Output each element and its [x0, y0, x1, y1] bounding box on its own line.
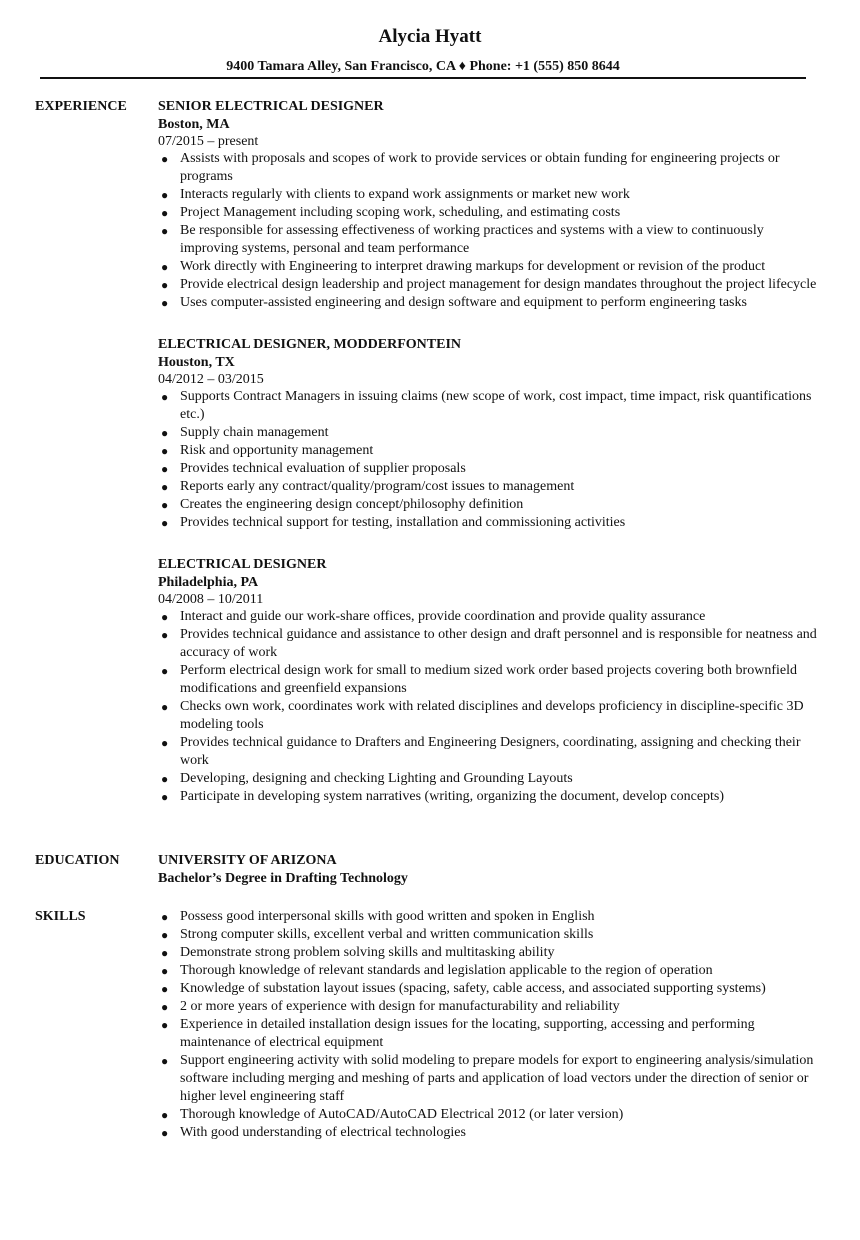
responsibility-item-text: Interact and guide our work-share offices, provide coordination and provide quality assurance	[180, 609, 706, 624]
skill-item-text: Support engineering activity with solid modeling to prepare models for export to engineering analysis/simulation software including merging and meshing of parts and application of load vectors under the direction of senior or higher level engineering staff	[180, 1053, 814, 1104]
bullet-icon: ●	[161, 426, 169, 440]
job-title: ELECTRICAL DESIGNER	[158, 557, 327, 572]
education-heading: EDUCATION	[35, 853, 120, 868]
responsibility-item-text: Reports early any contract/quality/program/cost issues to management	[180, 479, 575, 494]
job-location: Boston, MA	[158, 117, 230, 132]
responsibility-item	[158, 514, 818, 532]
job-entry	[158, 336, 818, 532]
job-location: Philadelphia, PA	[158, 575, 259, 590]
responsibility-item-text: Provides technical evaluation of supplier proposals	[180, 461, 466, 476]
responsibility-item	[158, 204, 818, 222]
responsibility-item-text: Risk and opportunity management	[180, 443, 374, 458]
bullet-icon: ●	[161, 1054, 169, 1068]
job-responsibilities	[158, 608, 818, 806]
bullet-icon: ●	[161, 1108, 169, 1122]
responsibility-item	[158, 496, 818, 514]
bullet-icon: ●	[161, 516, 169, 530]
responsibility-item-text: Project Management including scoping work, scheduling, and estimating costs	[180, 205, 621, 220]
skill-item-text: With good understanding of electrical technologies	[180, 1125, 466, 1140]
skill-item	[158, 908, 818, 926]
bullet-icon: ●	[161, 444, 169, 458]
responsibility-item	[158, 460, 818, 478]
education-school: UNIVERSITY OF ARIZONA	[158, 853, 337, 868]
responsibility-item	[158, 258, 818, 276]
job-entry	[158, 556, 818, 806]
bullet-icon: ●	[161, 206, 169, 220]
skill-item	[158, 1016, 818, 1052]
responsibility-item-text: Supports Contract Managers in issuing claims (new scope of work, cost impact, time impact, risk quantifications etc.)	[180, 389, 812, 422]
bullet-icon: ●	[161, 982, 169, 996]
responsibility-item-text: Be responsible for assessing effectiveness of working practices and systems with a view to continuously improving systems, personal and team performance	[180, 223, 764, 256]
responsibility-item-text: Checks own work, coordinates work with related disciplines and develops proficiency in discipline-specific 3D modeling tools	[180, 699, 804, 732]
job-dates: 07/2015 – present	[158, 134, 259, 149]
job-responsibilities	[158, 388, 818, 532]
bullet-icon: ●	[161, 790, 169, 804]
bullet-icon: ●	[161, 964, 169, 978]
bullet-icon: ●	[161, 700, 169, 714]
responsibility-item-text: Provide electrical design leadership and project management for design mandates throughout the project lifecycle	[180, 277, 817, 292]
skill-item	[158, 998, 818, 1016]
responsibility-item	[158, 662, 818, 698]
bullet-icon: ●	[161, 260, 169, 274]
responsibility-item-text: Work directly with Engineering to interpret drawing markups for development or revision of the product	[180, 259, 766, 274]
experience-heading: EXPERIENCE	[35, 99, 127, 114]
responsibility-item	[158, 770, 818, 788]
responsibility-item-text: Interacts regularly with clients to expand work assignments or market new work	[180, 187, 630, 202]
responsibility-item	[158, 478, 818, 496]
education-entry	[158, 852, 818, 888]
responsibility-item	[158, 294, 818, 312]
experience-list	[158, 98, 818, 806]
job-location: Houston, TX	[158, 355, 235, 370]
skill-item-text: Strong computer skills, excellent verbal and written communication skills	[180, 927, 594, 942]
bullet-icon: ●	[161, 480, 169, 494]
bullet-icon: ●	[161, 610, 169, 624]
job-title: ELECTRICAL DESIGNER, MODDERFONTEIN	[158, 337, 461, 352]
responsibility-item-text: Provides technical guidance to Drafters and Engineering Designers, coordinating, assigning and checking their work	[180, 735, 801, 768]
job-responsibilities	[158, 150, 818, 312]
responsibility-item	[158, 788, 818, 806]
responsibility-item-text: Supply chain management	[180, 425, 329, 440]
education-degree: Bachelor’s Degree in Drafting Technology	[158, 871, 408, 886]
skill-item	[158, 944, 818, 962]
bullet-icon: ●	[161, 946, 169, 960]
responsibility-item-text: Perform electrical design work for small to medium sized work order based projects covering both brownfield modifications and greenfield expansions	[180, 663, 797, 696]
responsibility-item-text: Developing, designing and checking Lighting and Grounding Layouts	[180, 771, 573, 786]
responsibility-item	[158, 608, 818, 626]
responsibility-item	[158, 150, 818, 186]
bullet-icon: ●	[161, 1000, 169, 1014]
skill-item-text: 2 or more years of experience with design for manufacturability and reliability	[180, 999, 620, 1014]
job-title: SENIOR ELECTRICAL DESIGNER	[158, 99, 384, 114]
skill-item-text: Demonstrate strong problem solving skills and multitasking ability	[180, 945, 555, 960]
responsibility-item-text: Provides technical support for testing, installation and commissioning activities	[180, 515, 626, 530]
bullet-icon: ●	[161, 188, 169, 202]
bullet-icon: ●	[161, 1126, 169, 1140]
skills-list	[158, 908, 818, 1142]
bullet-icon: ●	[161, 224, 169, 238]
skill-item	[158, 980, 818, 998]
bullet-icon: ●	[161, 390, 169, 404]
skill-item	[158, 1052, 818, 1106]
skill-item-text: Possess good interpersonal skills with good written and spoken in English	[180, 909, 595, 924]
responsibility-item-text: Uses computer-assisted engineering and design software and equipment to perform engineering tasks	[180, 295, 747, 310]
job-dates: 04/2012 – 03/2015	[158, 372, 264, 387]
skill-item-text: Knowledge of substation layout issues (spacing, safety, cable access, and associated supporting systems)	[180, 981, 766, 996]
bullet-icon: ●	[161, 910, 169, 924]
bullet-icon: ●	[161, 462, 169, 476]
job-entry	[158, 98, 818, 312]
skill-item-text: Thorough knowledge of AutoCAD/AutoCAD Electrical 2012 (or later version)	[180, 1107, 624, 1122]
job-dates: 04/2008 – 10/2011	[158, 592, 264, 607]
bullet-icon: ●	[161, 664, 169, 678]
responsibility-item	[158, 388, 818, 424]
responsibility-item-text: Creates the engineering design concept/philosophy definition	[180, 497, 524, 512]
responsibility-item	[158, 424, 818, 442]
skills-heading: SKILLS	[35, 909, 86, 924]
responsibility-item-text: Provides technical guidance and assistance to other design and draft personnel and is responsible for neatness and accuracy of work	[180, 627, 817, 660]
responsibility-item-text: Participate in developing system narratives (writing, organizing the document, develop concepts)	[180, 789, 725, 804]
skills-body	[158, 908, 818, 1142]
responsibility-item	[158, 442, 818, 460]
responsibility-item	[158, 698, 818, 734]
header-divider	[40, 77, 806, 79]
bullet-icon: ●	[161, 772, 169, 786]
skill-item-text: Experience in detailed installation design issues for the locating, supporting, accessing and performing maintenance of electrical equipment	[180, 1017, 755, 1050]
bullet-icon: ●	[161, 628, 169, 642]
bullet-icon: ●	[161, 278, 169, 292]
responsibility-item	[158, 276, 818, 294]
skill-item	[158, 1106, 818, 1124]
bullet-icon: ●	[161, 1018, 169, 1032]
bullet-icon: ●	[161, 152, 169, 166]
skill-item	[158, 962, 818, 980]
bullet-icon: ●	[161, 736, 169, 750]
candidate-name: Alycia Hyatt	[378, 26, 482, 47]
responsibility-item	[158, 222, 818, 258]
skill-item	[158, 926, 818, 944]
skill-item-text: Thorough knowledge of relevant standards and legislation applicable to the region of operation	[180, 963, 713, 978]
contact-line: 9400 Tamara Alley, San Francisco, CA ♦ Phone: +1 (555) 850 8644	[226, 59, 620, 74]
bullet-icon: ●	[161, 498, 169, 512]
responsibility-item	[158, 186, 818, 204]
responsibility-item	[158, 734, 818, 770]
bullet-icon: ●	[161, 296, 169, 310]
bullet-icon: ●	[161, 928, 169, 942]
responsibility-item	[158, 626, 818, 662]
responsibility-item-text: Assists with proposals and scopes of work to provide services or obtain funding for engineering projects or programs	[180, 151, 780, 184]
skill-item	[158, 1124, 818, 1142]
